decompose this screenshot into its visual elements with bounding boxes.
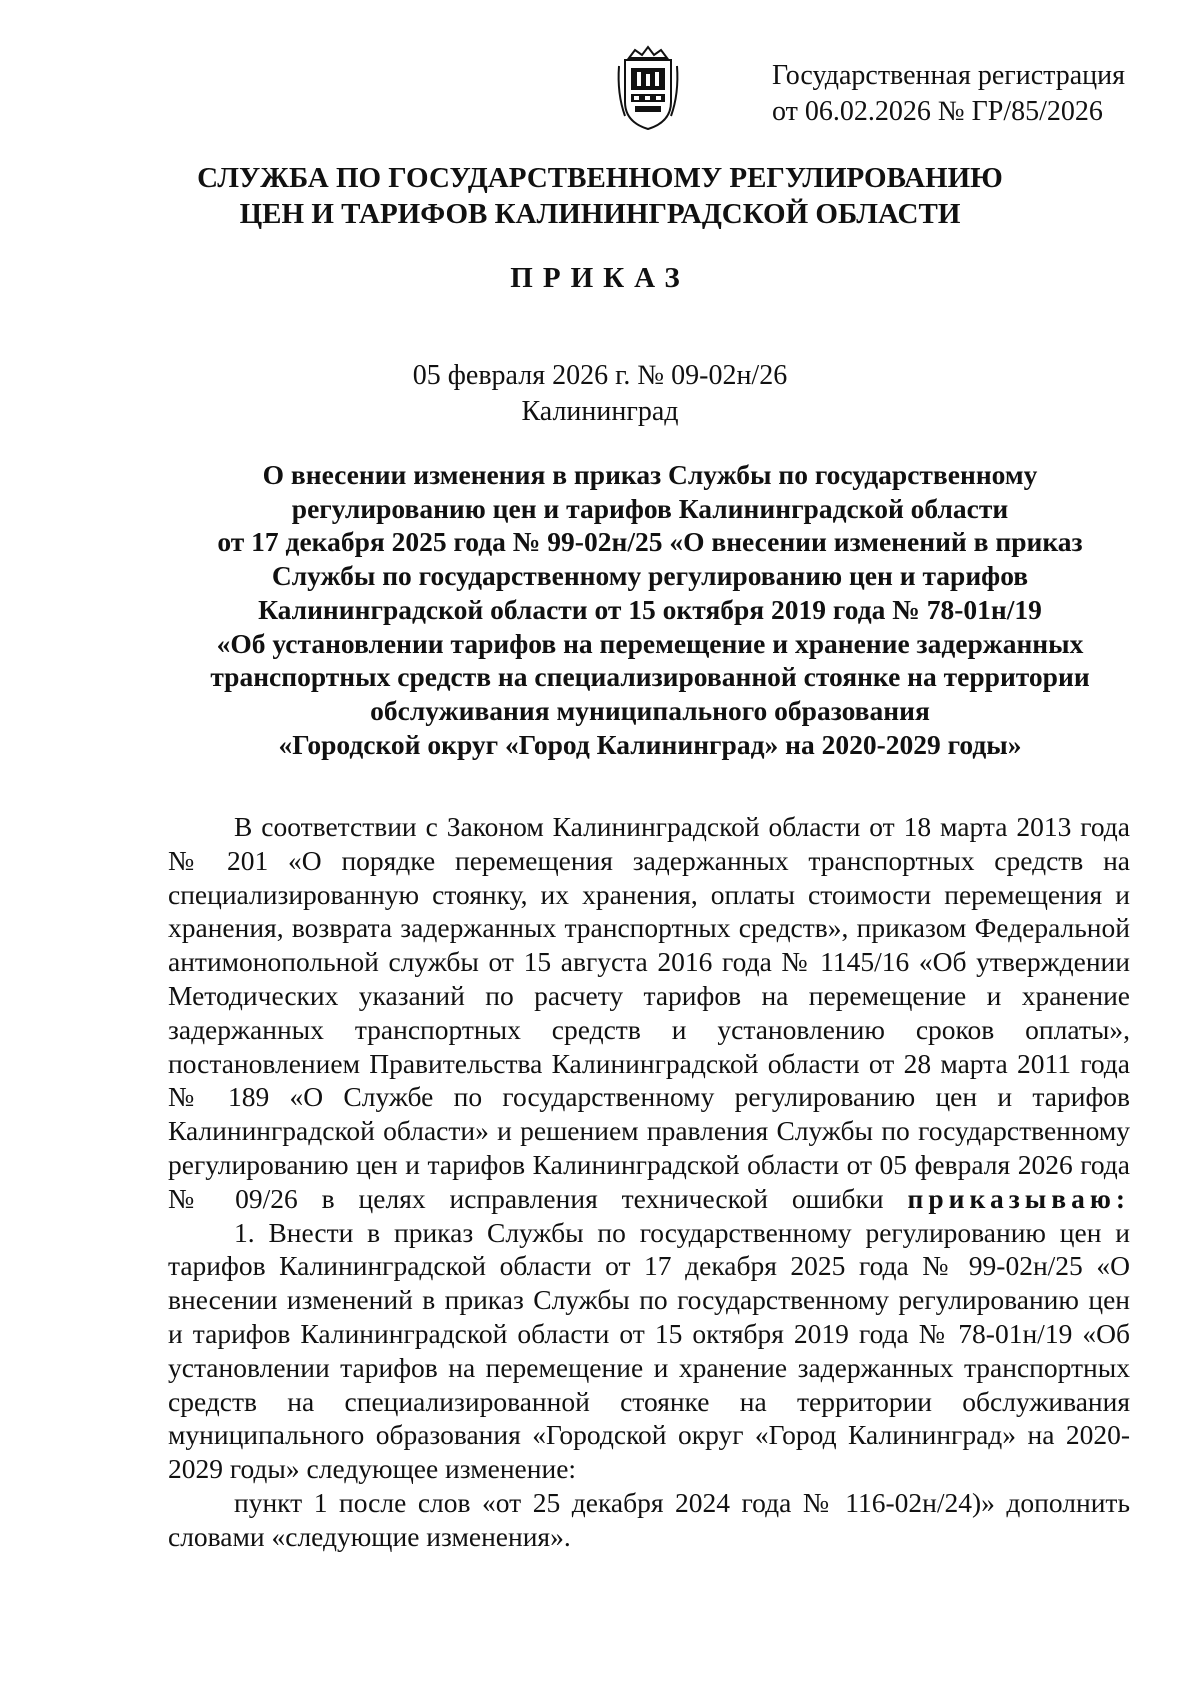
registration-stamp <box>772 58 1172 130</box>
organization-name <box>0 160 1200 232</box>
subject-line: «Об установлении тарифов на перемещение и хранение задержанных <box>216 627 1084 659</box>
organization-line-2: ЦЕН И ТАРИФОВ КАЛИНИНГРАДСКОЙ ОБЛАСТИ <box>239 198 961 230</box>
coat-of-arms-emblem <box>615 44 681 132</box>
document-body <box>168 810 1130 1554</box>
preamble-text: В соответствии с Законом Калининградской области от 18 марта 2013 года № 201 «О порядке перемещения задержанных транспортных средств на специализированную стоянку, их хранения, оплаты стоимости перемещения и хранения, возврата задержанных транспортных средств», приказом Федеральной антимонопольной службы от 15 августа 2016 года № 1145/16 «Об утверждении Методических указаний по расчету тарифов на перемещение и хранение задержанных транспортных средств и установлению сроков оплаты», постановлением Правительства Калининградской области от 28 марта 2011 года № 189 «О Службе по государственному регулированию цен и тарифов Калининградской области» и решением правления Службы по государственному регулированию цен и тарифов Калининградской области от 05 февраля 2026 года № 09/26 в целях исправления технической ошибки <box>168 811 1130 1214</box>
subject-line: «Городской округ «Город Калининград» на 2020-2029 годы» <box>278 728 1022 760</box>
organization-line-1: СЛУЖБА ПО ГОСУДАРСТВЕННОМУ РЕГУЛИРОВАНИЮ <box>197 162 1003 194</box>
subject-line: Службы по государственному регулированию цен и тарифов <box>271 560 1029 592</box>
subject-line: О внесении изменения в приказ Службы по государственному <box>262 459 1038 490</box>
document-city: Калининград <box>521 396 679 427</box>
registration-label: Государственная регистрация <box>772 60 1125 91</box>
document-subject <box>170 458 1130 761</box>
registration-number: от 06.02.2026 № ГР/85/2026 <box>772 96 1103 127</box>
subject-line: Калининградской области от 15 октября 2019 года № 78-01н/19 <box>258 593 1042 625</box>
subject-line: транспортных средств на специализированной стоянке на территории <box>210 661 1090 693</box>
document-type-heading: ПРИКАЗ <box>510 262 690 294</box>
subject-line: регулированию цен и тарифов Калининградской области <box>291 492 1009 524</box>
preamble-paragraph <box>168 810 1130 1216</box>
order-word: приказываю: <box>907 1182 1130 1214</box>
item-1-paragraph: 1. Внести в приказ Службы по государственному регулированию цен и тарифов Калининградской области от 17 декабря 2025 года № 99-02н/25 «О внесении изменений в приказ Службы по государственному регулированию цен и тарифов Калининградской области от 15 октября 2019 года № 78-01н/19 «Об установлении тарифов на перемещение и хранение задержанных транспортных средств на специализированной стоянке на территории обслуживания муниципального образования «Городской округ «Город Калининград» на 2020-2029 годы» следующее изменение: <box>168 1216 1130 1485</box>
document-date-block <box>0 358 1200 430</box>
document-date-number: 05 февраля 2026 г. № 09-02н/26 <box>412 360 788 391</box>
subject-line: от 17 декабря 2025 года № 99-02н/25 «О внесении изменений в приказ <box>217 526 1083 558</box>
subject-line: обслуживания муниципального образования <box>370 694 930 726</box>
item-1-detail-paragraph: пункт 1 после слов «от 25 декабря 2024 года № 116-02н/24)» дополнить словами «следующие изменения». <box>168 1486 1130 1552</box>
